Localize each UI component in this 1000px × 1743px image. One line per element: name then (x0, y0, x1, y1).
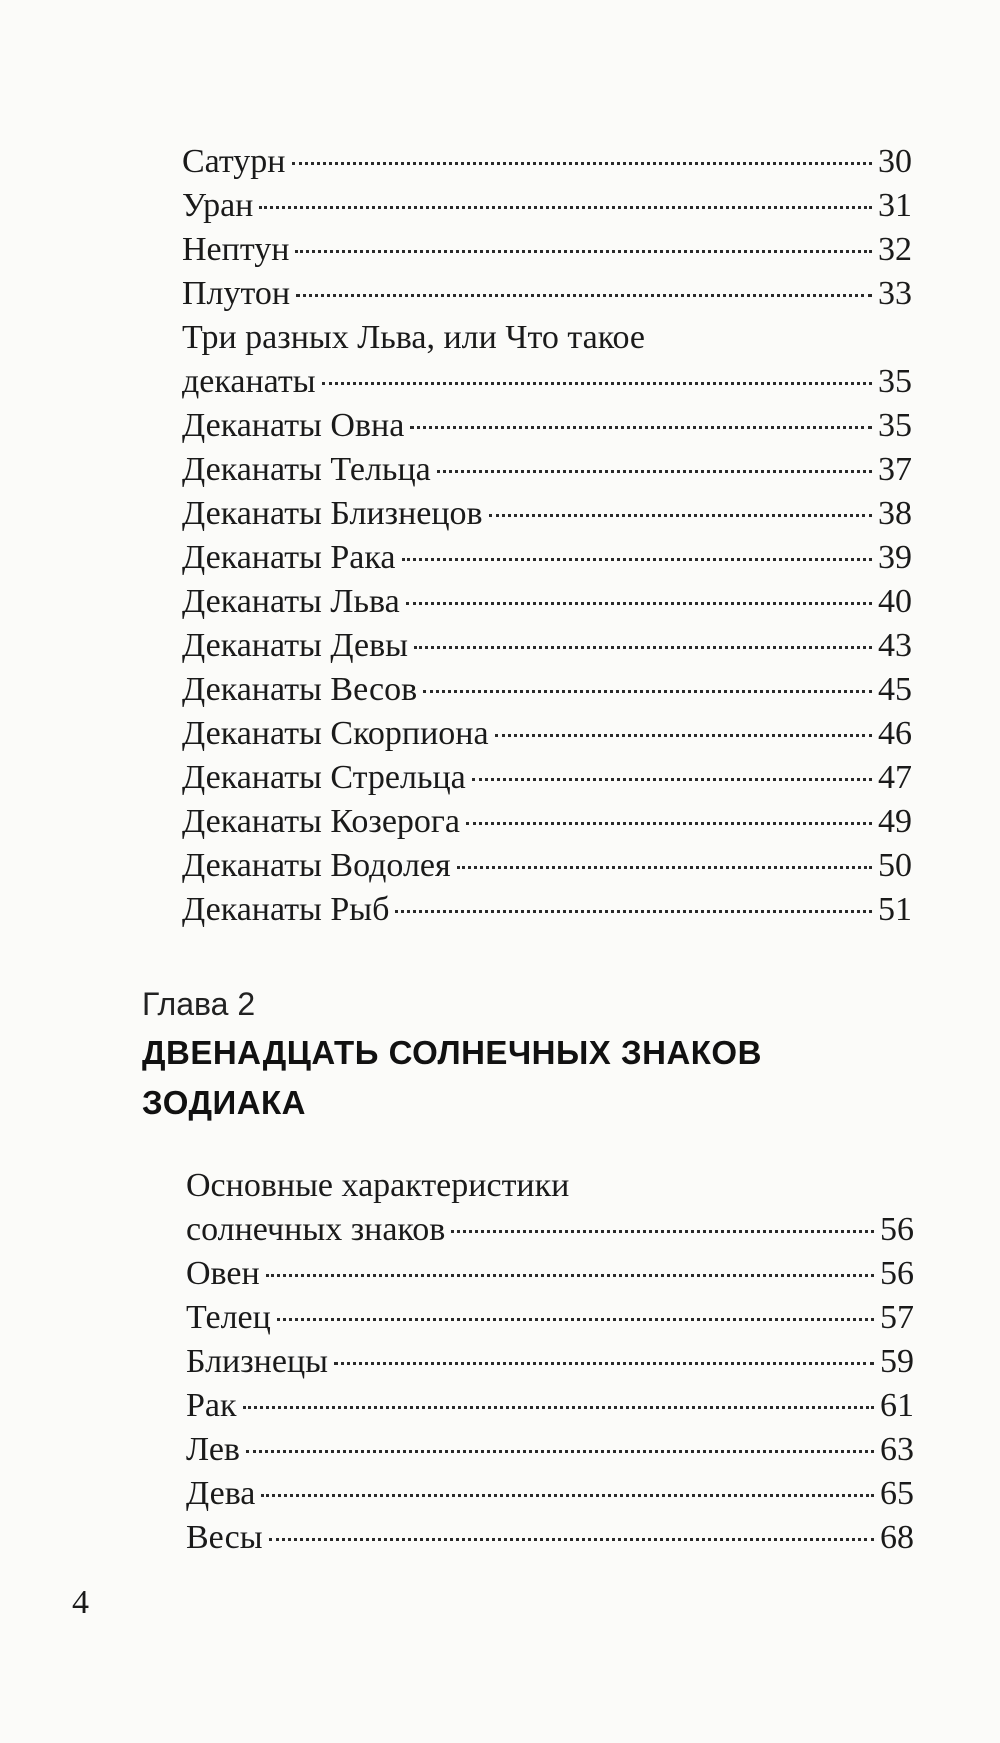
toc-entry[interactable] (182, 536, 912, 580)
chapter-title: ДВЕНАДЦАТЬ СОЛНЕЧНЫХ ЗНАКОВ ЗОДИАКА (142, 1034, 762, 1121)
dot-leader (295, 250, 872, 253)
toc-entry-page: 59 (880, 1343, 914, 1380)
toc-entry-title: Деканаты Льва (182, 583, 400, 620)
dot-leader (472, 778, 872, 781)
toc-entry-page: 38 (878, 495, 912, 532)
toc-entry-page: 50 (878, 847, 912, 884)
dot-leader (489, 514, 872, 517)
toc-entry-page: 39 (878, 539, 912, 576)
toc-entry-page: 56 (880, 1211, 914, 1248)
chapter-label: Глава 2 (142, 986, 256, 1022)
dot-leader (466, 822, 872, 825)
dot-leader (259, 206, 872, 209)
toc-entry-page: 47 (878, 759, 912, 796)
dot-leader (246, 1450, 874, 1453)
toc-entry[interactable] (182, 668, 912, 712)
dot-leader (410, 426, 872, 429)
toc-entry[interactable] (182, 624, 912, 668)
dot-leader (437, 470, 872, 473)
toc-entry-title: Деканаты Близнецов (182, 495, 483, 532)
dot-leader (292, 162, 873, 165)
toc-entry-title-line1: Основные характеристики (186, 1167, 570, 1204)
toc-entry-title: Весы (186, 1519, 263, 1556)
dot-leader (322, 382, 872, 385)
toc-entry[interactable] (182, 800, 912, 844)
toc-entry-title: Деканаты Овна (182, 407, 405, 444)
toc-entry-title: Деканаты Рыб (182, 891, 390, 928)
toc-entry[interactable] (186, 1516, 914, 1560)
toc-entry-title: Деканаты Рака (182, 539, 396, 576)
toc-entry-page: 61 (880, 1387, 914, 1424)
toc-entry[interactable] (182, 140, 912, 184)
toc-entry-title-line1: Три разных Льва, или Что такое (182, 319, 646, 356)
toc-entry-page: 31 (878, 187, 912, 224)
toc-entry-title: Нептун (182, 231, 290, 268)
toc-entry-page: 65 (880, 1475, 914, 1512)
toc-entry-page: 30 (878, 143, 912, 180)
toc-entry-title: Лев (186, 1431, 240, 1468)
dot-leader (406, 602, 872, 605)
toc-entry[interactable] (182, 316, 912, 404)
toc-entry-title: Дева (186, 1475, 256, 1512)
toc-entry-title: Плутон (182, 275, 291, 312)
toc-entry[interactable] (186, 1428, 914, 1472)
toc-entry-title: Сатурн (182, 143, 286, 180)
dot-leader (495, 734, 872, 737)
toc-entry-page: 63 (880, 1431, 914, 1468)
toc-entry[interactable] (182, 272, 912, 316)
page-number: 4 (72, 1584, 89, 1621)
toc-entry-title: Деканаты Козерога (182, 803, 460, 840)
dot-leader (414, 646, 872, 649)
toc-entry[interactable] (182, 448, 912, 492)
toc-entry[interactable] (186, 1472, 914, 1516)
toc-entry[interactable] (186, 1164, 914, 1252)
toc-entry-title: Деканаты Водолея (182, 847, 451, 884)
toc-entry-page: 56 (880, 1255, 914, 1292)
toc-entry-page: 51 (878, 891, 912, 928)
toc-entry[interactable] (182, 888, 912, 932)
toc-entry-page: 43 (878, 627, 912, 664)
dot-leader (334, 1362, 874, 1365)
dot-leader (451, 1230, 874, 1233)
dot-leader (395, 910, 872, 913)
dot-leader (269, 1538, 874, 1541)
toc-entry-page: 35 (878, 407, 912, 444)
toc-entry-title: Деканаты Стрельца (182, 759, 466, 796)
dot-leader (457, 866, 872, 869)
toc-entry[interactable] (182, 756, 912, 800)
toc-entry-page: 46 (878, 715, 912, 752)
toc-entry-title: Близнецы (186, 1343, 328, 1380)
toc-entry[interactable] (186, 1384, 914, 1428)
dot-leader (296, 294, 872, 297)
toc-entry[interactable] (182, 404, 912, 448)
toc-entry-title: Рак (186, 1387, 237, 1424)
toc-entry-title: Деканаты Скорпиона (182, 715, 489, 752)
toc-entry-title: Деканаты Тельца (182, 451, 431, 488)
toc-entry-title: Телец (186, 1299, 271, 1336)
dot-leader (402, 558, 873, 561)
toc-entry-page: 33 (878, 275, 912, 312)
toc-entry-title: Деканаты Весов (182, 671, 418, 708)
toc-entry-title: Овен (186, 1255, 260, 1292)
toc-entry[interactable] (186, 1252, 914, 1296)
toc-entry-title-line2: деканаты (182, 363, 316, 400)
dot-leader (266, 1274, 874, 1277)
toc-entry-page: 49 (878, 803, 912, 840)
toc-entry-title: Уран (182, 187, 254, 224)
toc-entry-title-line2: солнечных знаков (186, 1211, 446, 1248)
toc-entry[interactable] (182, 184, 912, 228)
toc-entry-page: 35 (878, 363, 912, 400)
dot-leader (261, 1494, 874, 1497)
dot-leader (243, 1406, 874, 1409)
toc-entry[interactable] (182, 228, 912, 272)
toc-entry-page: 57 (880, 1299, 914, 1336)
toc-entry-title: Деканаты Девы (182, 627, 408, 664)
toc-entry[interactable] (182, 712, 912, 756)
toc-entry[interactable] (182, 844, 912, 888)
dot-leader (277, 1318, 874, 1321)
toc-entry[interactable] (182, 580, 912, 624)
toc-entry-page: 45 (878, 671, 912, 708)
dot-leader (423, 690, 872, 693)
toc-entry[interactable] (182, 492, 912, 536)
toc-entry-page: 37 (878, 451, 912, 488)
toc-entry[interactable] (186, 1296, 914, 1340)
toc-entry-page: 68 (880, 1519, 914, 1556)
toc-entry-page: 32 (878, 231, 912, 268)
toc-entry-page: 40 (878, 583, 912, 620)
toc-entry[interactable] (186, 1340, 914, 1384)
